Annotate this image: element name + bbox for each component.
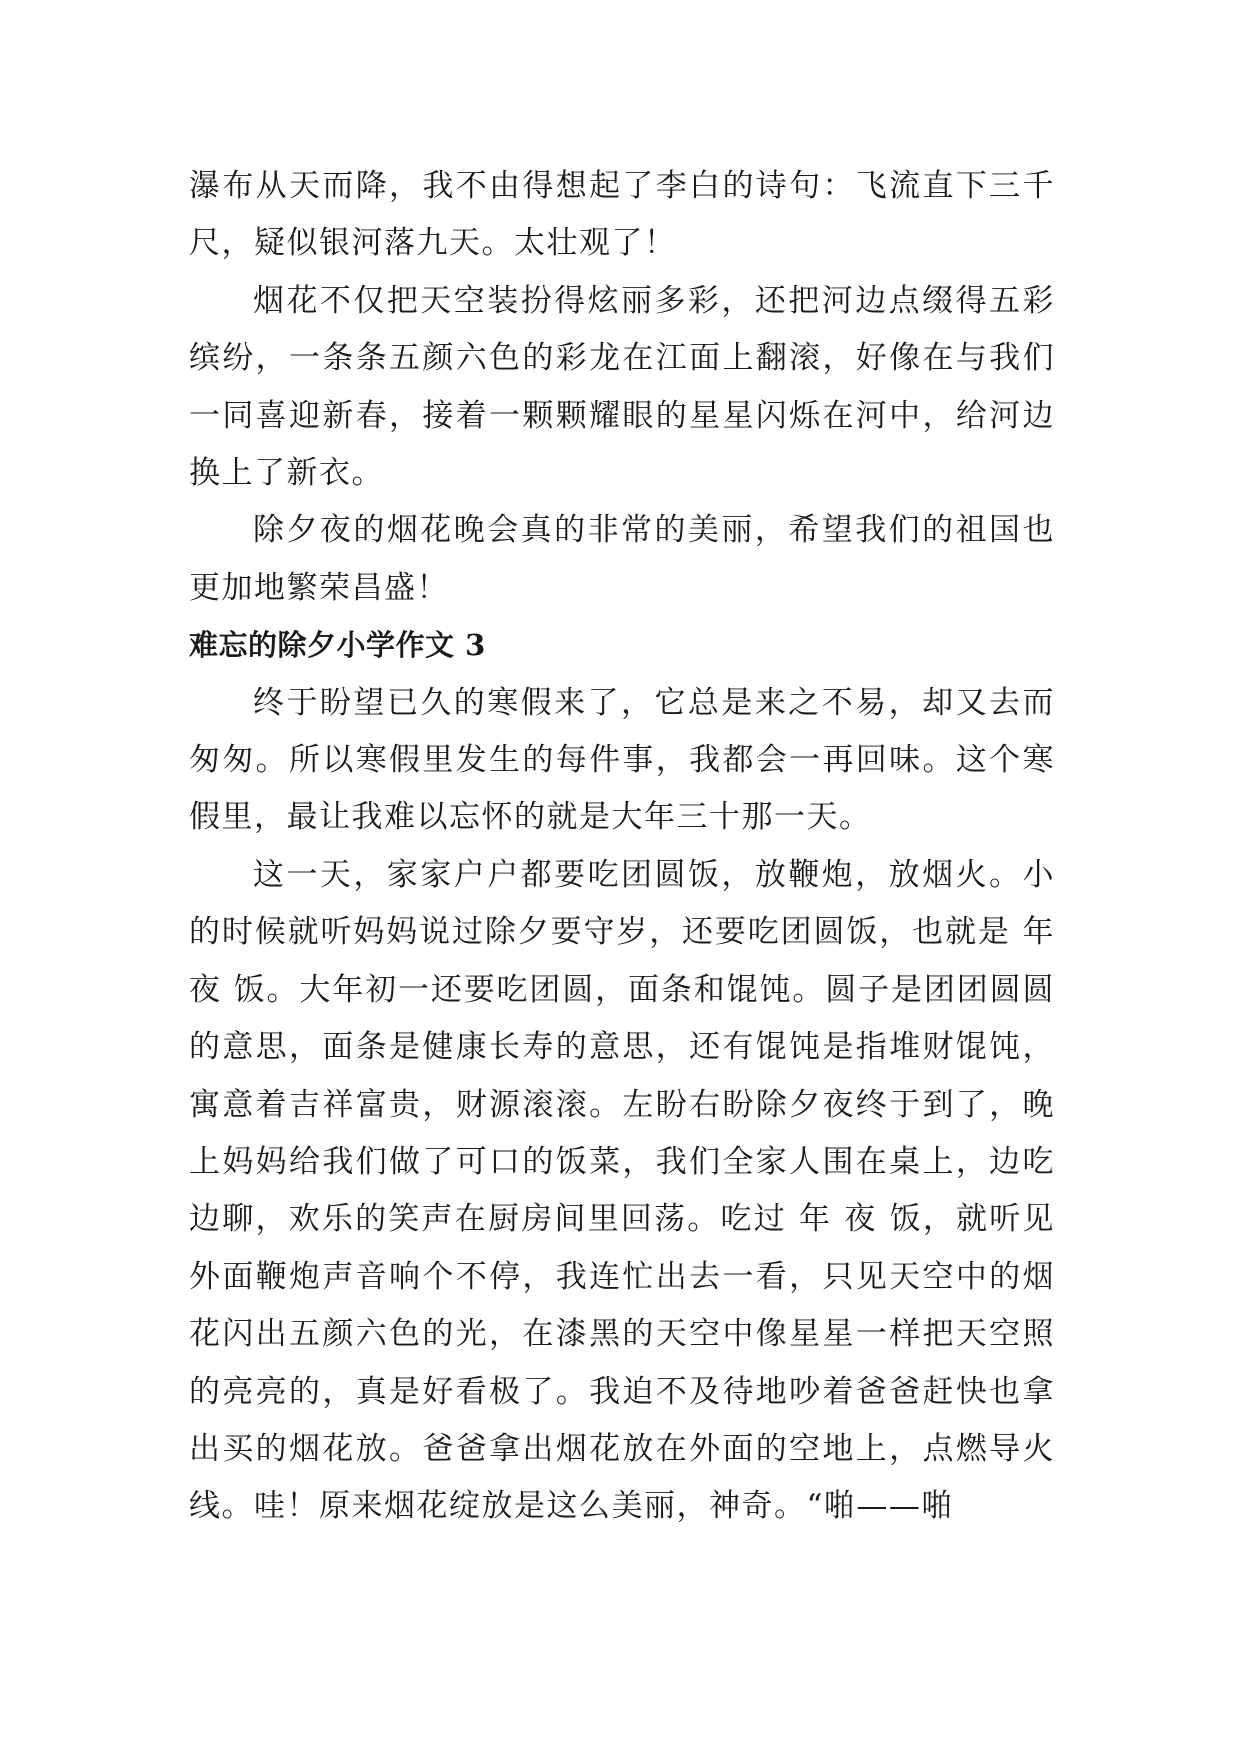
paragraph-wish: 除夕夜的烟花晚会真的非常的美丽，希望我们的祖国也更加地繁荣昌盛！ [189, 512, 1055, 606]
paragraph-winter-vacation: 终于盼望已久的寒假来了，它总是来之不易，却又去而匆匆。所以寒假里发生的每件事，我都会一再回味。这个寒假里，最让我难以忘怀的就是大年三十那一天。 [189, 684, 1055, 836]
section-heading: 难忘的除夕小学作文 3 [189, 628, 486, 663]
paragraph-waterfall: 瀑布从天而降，我不由得想起了李白的诗句：飞流直下三千尺，疑似银河落九天。太壮观了！ [189, 168, 1055, 262]
paragraph-fireworks-river: 烟花不仅把天空装扮得炫丽多彩，还把河边点缀得五彩缤纷，一条条五颜六色的彩龙在江面上翻滚，好像在与我们一同喜迎新春，接着一颗颗耀眼的星星闪烁在河中，给河边换上了新衣。 [189, 282, 1055, 492]
paragraph-new-years-eve: 这一天，家家户户都要吃团圆饭，放鞭炮，放烟火。小的时候就听妈妈说过除夕要守岁，还要吃团圆饭，也就是 年 夜 饭。大年初一还要吃团圆，面条和馄饨。圆子是团团圆圆的意思，面条是健康长寿的意思，还有馄饨是指堆财馄饨，寓意着吉祥富贵，财源滚滚。左盼右盼除夕夜终于到了，晚上妈妈给我们做了可口的饭菜，我们全家人围在桌上，边吃边聊，欢乐的笑声在厨房间里回荡。吃过 年 夜 饭，就听见外面鞭炮声音响个不停，我连忙出去一看，只见天空中的烟花闪出五颜六色的光，在漆黑的天空中像星星一样把天空照的亮亮的，真是好看极了。我迫不及待地吵着爸爸赶快也拿出买的烟花放。爸爸拿出烟花放在外面的空地上，点燃导火线。哇！原来烟花绽放是这么美丽，神奇。“啪——啪 [189, 856, 1055, 1525]
document-body [189, 158, 1055, 1536]
